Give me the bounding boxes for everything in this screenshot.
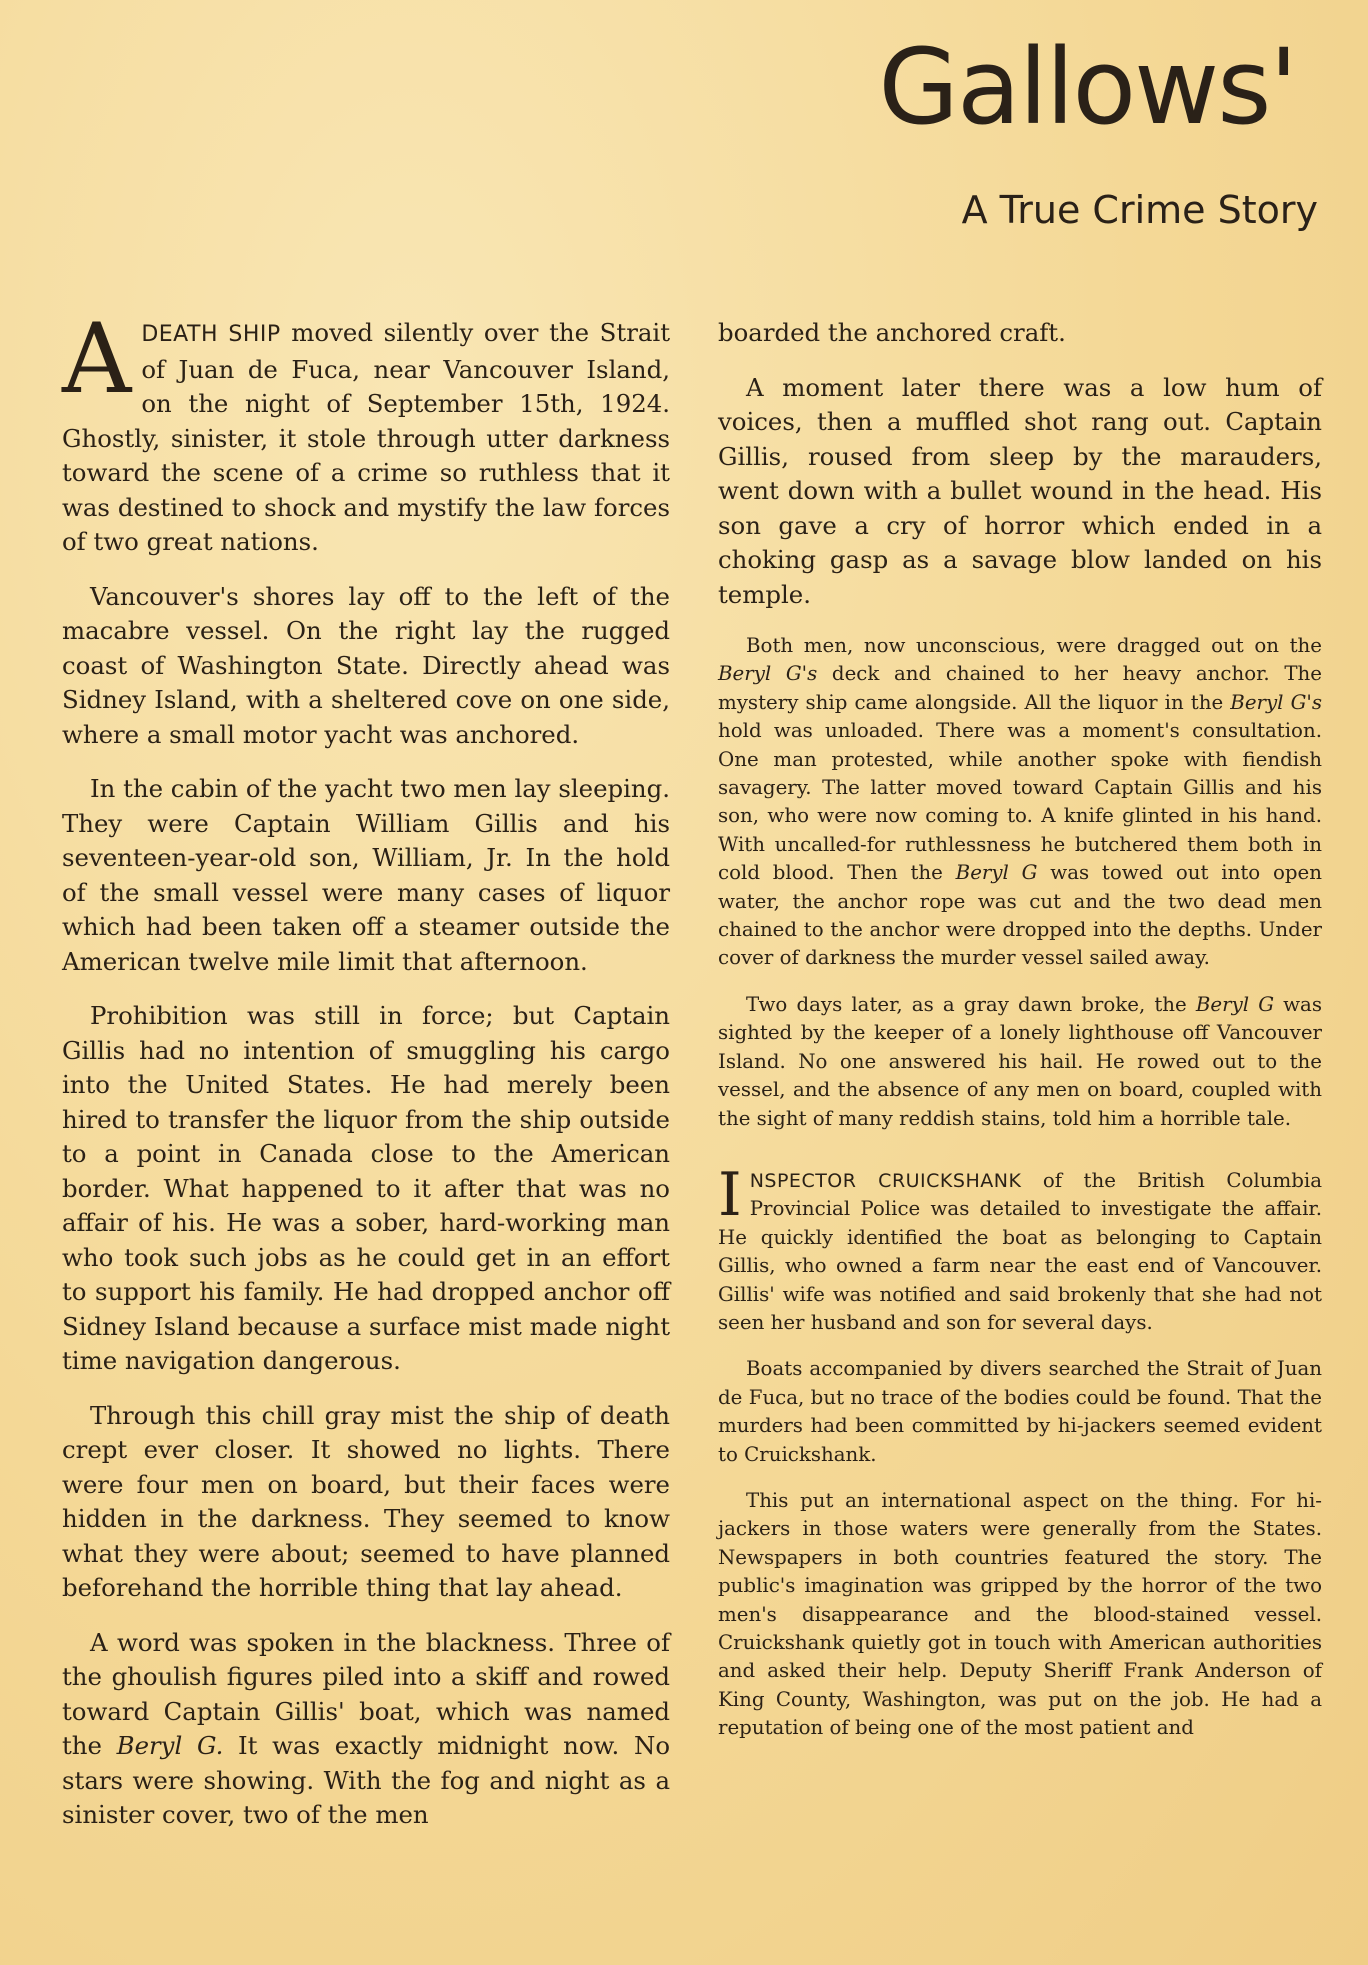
boat-name: Beryl G's: [718, 662, 818, 686]
paragraph: [62, 303, 670, 560]
paragraph: [718, 632, 1322, 973]
boat-name: Beryl G: [955, 861, 1038, 885]
paragraph: In the cabin of the yacht two men lay sleeping. They were Captain William Gillis and his seventeen-year-old son, William, Jr. In the hold of the small vessel were many cases of liquor which had been taken off a steamer outside the American twelve mile limit that afternoon.: [62, 774, 670, 976]
lead-in: DEATH SHIP: [141, 322, 281, 347]
paragraph-text: It was exactly midnight now. No stars were showing. With the fog and night as a sinister cover, two of the men: [62, 1731, 671, 1829]
paragraph: Vancouver's shores lay off to the left of the macabre vessel. On the right lay the rugged coast of Washington State. Directly ahead was Sidney Island, with a sheltered cove on one side, where a small motor yacht was anchored.: [62, 581, 670, 749]
paragraph-text: moved silently over the Strait of Juan de Fuca, near Vancouver Island, on the night of September 15th, 1924. Ghostly, sinister, it stole through utter darkness toward the scene of a crime so ruthless that it was destined to shock and mystify the law forces of two great nations.: [62, 318, 670, 556]
paragraph: Prohibition was still in force; but Captain Gillis had no intention of smuggling his cargo into the United States. He had merely been hired to transfer the liquor from the ship outside to a point in Canada close to the American border. What happened to it after that was no affair of his. He was a sober, hard-working man who took such jobs as he could get in an effort to support his family. He had dropped anchor off Sidney Island because a surface mist made night time navigation dangerous.: [62, 1001, 670, 1375]
paragraph-text: Two days later, as a gray dawn broke, the: [746, 992, 1196, 1016]
paragraph-text: deck and chained to her heavy anchor. The mystery ship came alongside. All the liquor in the: [718, 662, 1322, 714]
boat-name: Beryl G: [1195, 992, 1274, 1016]
paragraph: Boats accompanied by divers searched the Strait of Juan de Fuca, but no trace of the bodies could be found. That the murders had been committed by hi-jackers seemed evident to Cruickshank.: [718, 1357, 1322, 1466]
drop-cap: A: [62, 303, 132, 415]
paragraph: A moment later there was a low hum of voices, then a muffled shot rang out. Captain Gillis, roused from sleep by the marauders, went down with a bullet wound in the head. His son gave a cry of horror which ended in a choking gasp as a savage blow landed on his temple.: [718, 372, 1322, 609]
paragraph-text: A word was spoken in the blackness. Three of the ghoulish figures piled into a skiff and rowed toward Captain Gillis' boat, which was named the: [62, 1627, 670, 1760]
boat-name: Beryl G's: [1230, 690, 1322, 714]
paragraph: [718, 991, 1322, 1133]
paragraph-text: was sighted by the keeper of a lonely lighthouse off Vancouver Island. No one answered his hail. He rowed out to the vessel, and the absence of any men on board, coupled with the sight of many reddish stains, told him a horrible tale.: [718, 992, 1322, 1130]
paragraph-text: Both men, now unconscious, were dragged out on the: [746, 634, 1322, 657]
right-column: [718, 316, 1322, 1761]
left-column: [62, 303, 671, 1853]
drop-cap: I: [718, 1159, 742, 1230]
lead-in: NSPECTOR CRUICKSHANK: [749, 1169, 1022, 1192]
paragraph: [62, 1626, 670, 1833]
paragraph: This put an international aspect on the thing. For hi-jackers in those waters were generally from the States. Newspapers in both countries featured the story. The public's imagination was gripped by the horror of the two men's disappearance and the blood-stained vessel. Cruickshank quietly got in touch with American authorities and asked their help. Deputy Sheriff Frank Anderson of King County, Washington, was put on the job. He had a reputation of being one of the most patient and: [718, 1488, 1322, 1740]
story-title: Gallows': [878, 26, 1296, 148]
paragraph-text: hold was unloaded. There was a moment's consultation. One man protested, while another spoke with fiendish savagery. The latter moved toward Captain Gillis and his son, who were now coming to. A knife glinted in his hand. With uncalled-for ruthlessness he butchered them both in cold blood. Then the: [718, 719, 1322, 885]
paragraph: boarded the anchored craft.: [718, 318, 1066, 347]
paragraph-text: of the British Columbia Provincial Police was detailed to investigate the affair. He quickly identified the boat as belonging to Captain Gillis, who owned a farm near the east end of Vancouver. Gillis' wife was notified and said brokenly that she had not seen her husband and son for several days.: [718, 1168, 1322, 1334]
boat-name: Beryl G.: [116, 1731, 224, 1760]
paragraph-text: was towed out into open water, the anchor rope was cut and the two dead men chained to the anchor were dropped into the depths. Under cover of darkness the murder vessel sailed away.: [718, 861, 1322, 970]
story-subtitle: A True Crime Story: [961, 188, 1318, 232]
paragraph: Through this chill gray mist the ship of death crept ever closer. It showed no lights. There were four men on board, but their faces were hidden in the darkness. They seemed to know what they were about; seemed to have planned beforehand the horrible thing that lay ahead.: [62, 1400, 670, 1602]
paragraph: [718, 1159, 1322, 1337]
